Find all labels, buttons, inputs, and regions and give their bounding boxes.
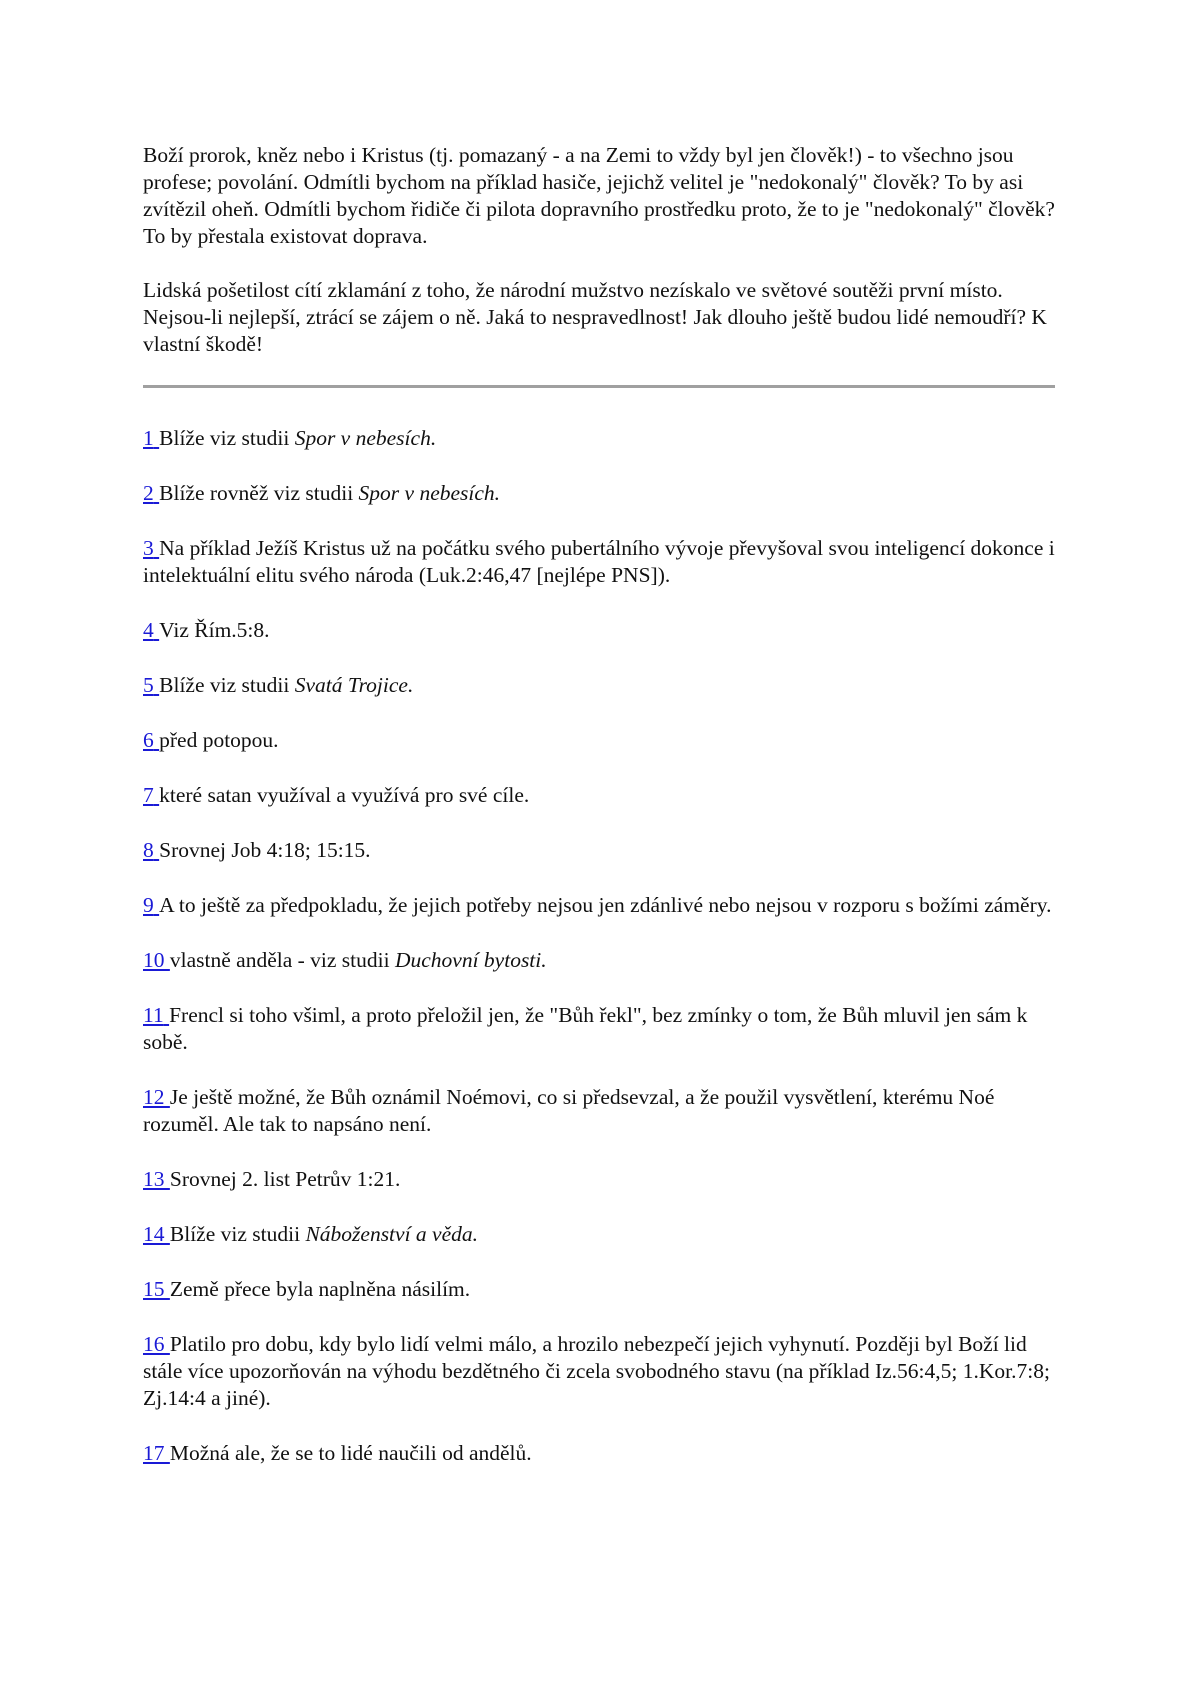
footnote-link-4[interactable]: 4	[143, 618, 154, 642]
footnote-divider	[143, 385, 1055, 388]
footnote	[143, 535, 1055, 589]
footnote-text: Je ještě možné, že Bůh oznámil Noémovi, co si předsevzal, a že použil vysvětlení, kterému Noé rozuměl. Ale tak to napsáno není.	[143, 1085, 995, 1136]
footnote-text: Blíže viz studii	[159, 426, 295, 450]
document-page	[143, 142, 1055, 1495]
footnote-link-16[interactable]: 16	[143, 1332, 165, 1356]
footnote-text: před potopou.	[159, 728, 279, 752]
paragraph: Boží prorok, kněz nebo i Kristus (tj. pomazaný - a na Zemi to vždy byl jen člověk!) - to všechno jsou profese; povolání. Odmítli bychom na příklad hasiče, jejichž velitel je "nedokonalý" člověk? To by asi zvítězil oheň. Odmítli bychom řidiče či pilota dopravního prostředku proto, že to je "nedokonalý" člověk? To by přestala existovat doprava.	[143, 143, 1055, 248]
footnote-text: Frencl si toho všiml, a proto přeložil jen, že "Bůh řekl", bez zmínky o tom, že Bůh mluvil jen sám k sobě.	[143, 1003, 1028, 1054]
footnote	[143, 1166, 1055, 1193]
footnote-link-6[interactable]: 6	[143, 728, 154, 752]
footnote-link-8[interactable]: 8	[143, 838, 154, 862]
study-title: Spor v nebesích.	[294, 426, 437, 450]
footnote-text: Země přece byla naplněna násilím.	[169, 1277, 471, 1301]
footnote	[143, 727, 1055, 754]
footnote	[143, 947, 1055, 974]
footnote	[143, 425, 1055, 452]
footnote-link-2[interactable]: 2	[143, 481, 154, 505]
footnote-text: Blíže rovněž viz studii	[159, 481, 359, 505]
study-title: Duchovní bytosti.	[394, 948, 547, 972]
study-title: Spor v nebesích.	[358, 481, 501, 505]
footnote-text: vlastně anděla - viz studii	[169, 948, 395, 972]
footnote-text: A to ještě za předpokladu, že jejich potřeby nejsou jen zdánlivé nebo nejsou v rozporu s božími záměry.	[159, 893, 1052, 917]
footnote-link-11[interactable]: 11	[143, 1003, 164, 1027]
study-title: Náboženství a věda.	[305, 1222, 479, 1246]
footnote-text: Srovnej 2. list Petrův 1:21.	[169, 1167, 401, 1191]
footnotes-list	[143, 425, 1055, 1467]
footnote	[143, 1084, 1055, 1138]
paragraph: Lidská pošetilost cítí zklamání z toho, že národní mužstvo nezískalo ve světové soutěži první místo. Nejsou-li nejlepší, ztrácí se zájem o ně. Jaká to nespravedlnost! Jak dlouho ještě budou lidé nemoudří? K vlastní škodě!	[143, 278, 1047, 356]
footnote	[143, 782, 1055, 809]
footnote	[143, 480, 1055, 507]
footnote	[143, 837, 1055, 864]
footnote-link-1[interactable]: 1	[143, 426, 154, 450]
footnote	[143, 617, 1055, 644]
footnote-text: které satan využíval a využívá pro své cíle.	[159, 783, 530, 807]
footnote-text: Platilo pro dobu, kdy bylo lidí velmi málo, a hrozilo nebezpečí jejich vyhynutí. Později byl Boží lid stále více upozorňován na výhodu bezdětného či zcela svobodného stavu (na příklad Iz.56:4,5; 1.Kor.7:8; Zj.14:4 a jiné).	[143, 1332, 1050, 1410]
footnote	[143, 1440, 1055, 1467]
footnote	[143, 672, 1055, 699]
footnote-link-10[interactable]: 10	[143, 948, 165, 972]
footnote	[143, 1221, 1055, 1248]
footnote	[143, 1276, 1055, 1303]
footnote	[143, 892, 1055, 919]
footnote-link-13[interactable]: 13	[143, 1167, 165, 1191]
footnote-link-12[interactable]: 12	[143, 1085, 165, 1109]
footnote-link-15[interactable]: 15	[143, 1277, 165, 1301]
footnote-link-7[interactable]: 7	[143, 783, 154, 807]
footnote-link-9[interactable]: 9	[143, 893, 154, 917]
footnote-link-17[interactable]: 17	[143, 1441, 165, 1465]
footnote-text: Srovnej Job 4:18; 15:15.	[159, 838, 371, 862]
body-text	[143, 142, 1055, 358]
study-title: Svatá Trojice.	[294, 673, 414, 697]
footnote-link-3[interactable]: 3	[143, 536, 154, 560]
footnote-link-5[interactable]: 5	[143, 673, 154, 697]
footnote-text: Blíže viz studii	[169, 1222, 306, 1246]
footnote	[143, 1002, 1055, 1056]
footnote	[143, 1331, 1055, 1412]
footnote-text: Blíže viz studii	[159, 673, 295, 697]
footnote-text: Viz Řím.5:8.	[159, 618, 270, 642]
footnote-text: Možná ale, že se to lidé naučili od andělů.	[169, 1441, 532, 1465]
footnote-link-14[interactable]: 14	[143, 1222, 165, 1246]
footnote-text: Na příklad Ježíš Kristus už na počátku svého pubertálního vývoje převyšoval svou inteligencí dokonce i intelektuální elitu svého národa (Luk.2:46,47 [nejlépe PNS]).	[143, 536, 1055, 587]
